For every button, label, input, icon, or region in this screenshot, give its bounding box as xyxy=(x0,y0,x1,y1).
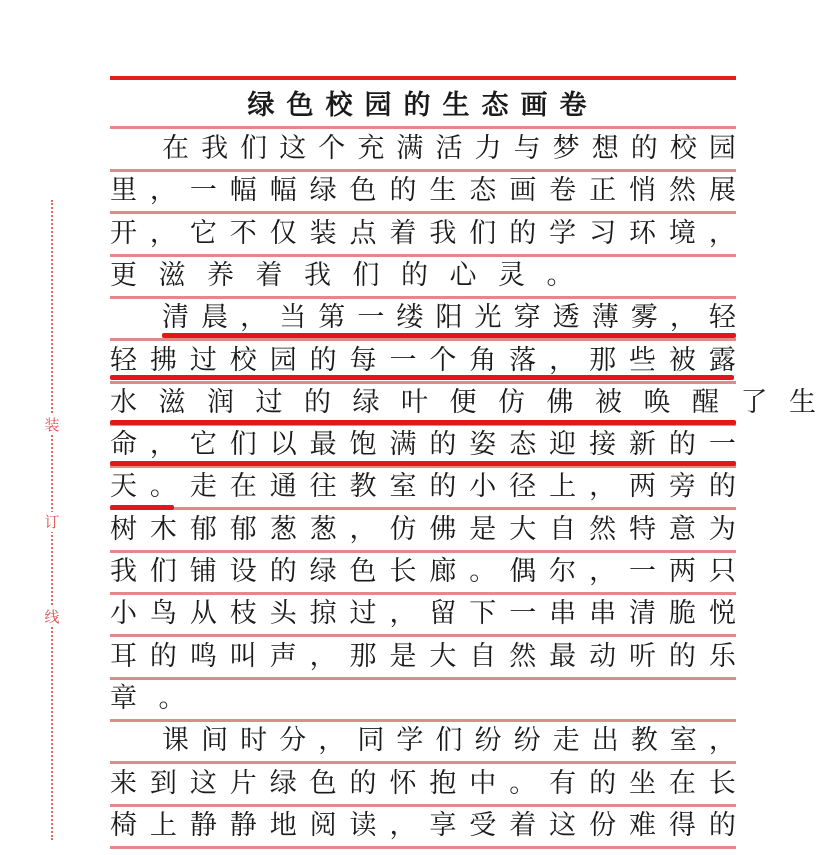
text-line: 小 鸟 从 枝 头 掠 过 ， 留 下 一 串 串 清 脆 悦 xyxy=(110,598,736,630)
ruled-line xyxy=(110,846,736,849)
text-line: 来 到 这 片 绿 色 的 怀 抱 中 。 有 的 坐 在 长 xyxy=(110,767,736,799)
red-underline-mark xyxy=(110,420,736,425)
text-line: 轻 拂 过 校 园 的 每 一 个 角 落 ， 那 些 被 露 xyxy=(110,344,736,376)
red-underline-mark xyxy=(110,461,736,466)
text-line: 清 晨 ， 当 第 一 缕 阳 光 穿 透 薄 雾 ， 轻 xyxy=(162,302,736,334)
binding-label-zhuang: 装 xyxy=(42,415,62,435)
text-line: 水 滋 润 过 的 绿 叶 便 仿 佛 被 唤 醒 了 生 xyxy=(110,386,816,418)
text-line: 树 木 郁 郁 葱 葱 ， 仿 佛 是 大 自 然 特 意 为 xyxy=(110,513,736,545)
red-underline-mark xyxy=(110,505,174,510)
essay-title: 绿色校园的生态画卷 xyxy=(247,90,599,121)
text-line: 我 们 铺 设 的 绿 色 长 廊 。 偶 尔 ， 一 两 只 xyxy=(110,556,736,587)
text-line: 耳 的 鸣 叫 声 ， 那 是 大 自 然 最 动 听 的 乐 xyxy=(110,640,736,672)
text-line: 里 ， 一 幅 幅 绿 色 的 生 态 画 卷 正 悄 然 展 xyxy=(110,175,736,207)
text-line: 课 间 时 分 ， 同 学 们 纷 纷 走 出 教 室 ， xyxy=(162,725,736,757)
top-rule xyxy=(110,76,736,80)
text-line: 章 。 xyxy=(110,682,186,714)
red-underline-mark xyxy=(110,375,734,380)
text-line: 开 ， 它 不 仅 装 点 着 我 们 的 学 习 环 境 ， xyxy=(110,217,736,249)
text-line: 在 我 们 这 个 充 满 活 力 与 梦 想 的 校 园 xyxy=(162,133,736,164)
text-line: 命 ， 它 们 以 最 饱 满 的 姿 态 迎 接 新 的 一 xyxy=(110,429,736,461)
text-line: 更 滋 养 着 我 们 的 心 灵 。 xyxy=(110,259,574,291)
binding-label-ding: 订 xyxy=(42,512,62,532)
binding-label-xian: 线 xyxy=(42,607,62,627)
text-line: 天 。 走 在 通 往 教 室 的 小 径 上 ， 两 旁 的 xyxy=(110,471,736,503)
red-underline-mark xyxy=(162,333,736,338)
text-line: 椅 上 静 静 地 阅 读 ， 享 受 着 这 份 难 得 的 xyxy=(110,809,736,841)
